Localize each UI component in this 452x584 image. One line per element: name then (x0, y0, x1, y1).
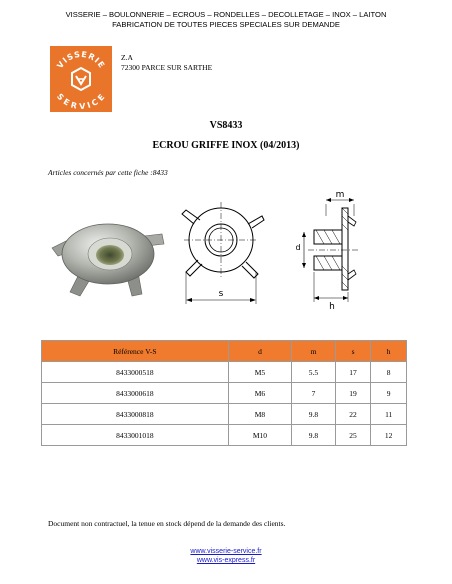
cell-s: 22 (335, 404, 371, 425)
table-row (42, 425, 407, 446)
cell-d: M10 (228, 425, 292, 446)
company-logo (50, 46, 112, 112)
side-view-drawing (290, 186, 370, 317)
link-visserie-service[interactable]: www.visserie-service.fr (190, 548, 262, 555)
cell-h: 11 (371, 404, 407, 425)
col-header-m: m (292, 341, 335, 362)
address-line-2: 72300 PARCE SUR SARTHE (121, 63, 213, 72)
cell-d: M8 (228, 404, 292, 425)
table-row (42, 362, 407, 383)
articles-note: Articles concernés par cette fiche :8433 (48, 168, 168, 177)
front-view-svg (176, 190, 276, 310)
cell-h: 12 (371, 425, 407, 446)
dimension-label-d: d (295, 243, 301, 252)
header-line-2: FABRICATION DE TOUTES PIECES SPECIALES SUR DEMANDE (112, 20, 340, 29)
side-view-svg (290, 186, 370, 312)
table-header-row (42, 341, 407, 362)
cell-m: 9.8 (292, 404, 335, 425)
col-header-d: d (228, 341, 292, 362)
cell-d: M5 (228, 362, 292, 383)
cell-reference: 8433000518 (42, 362, 229, 383)
tee-nut-photo (48, 200, 176, 304)
footer-note: Document non contractuel, la tenue en stock dépend de la demande des clients. (48, 519, 286, 528)
product-photo (48, 200, 176, 309)
table-row (42, 383, 407, 404)
cell-m: 9.8 (292, 425, 335, 446)
col-header-reference: Référence V-S (42, 341, 229, 362)
dimension-label-m: m (335, 190, 345, 200)
product-code: VS8433 (209, 120, 243, 131)
footer-links (0, 547, 452, 565)
cell-h: 9 (371, 383, 407, 404)
header-line-1: VISSERIE – BOULONNERIE – ECROUS – RONDELLES – DECOLLETAGE – INOX – LAITON (65, 10, 387, 19)
dimension-label-h: h (329, 302, 335, 312)
cell-s: 17 (335, 362, 371, 383)
cell-d: M6 (228, 383, 292, 404)
logo-graphic (50, 46, 112, 112)
cell-m: 5.5 (292, 362, 335, 383)
svg-text:SERVICE (55, 92, 107, 111)
table-row (42, 404, 407, 425)
address-line-1: Z.A (121, 53, 133, 62)
cell-h: 8 (371, 362, 407, 383)
logo-text-top: VISSERIE (55, 49, 107, 71)
cell-s: 19 (335, 383, 371, 404)
front-view-drawing (176, 190, 276, 315)
product-title: ECROU GRIFFE INOX (04/2013) (152, 140, 300, 151)
col-header-s: s (335, 341, 371, 362)
specs-table (41, 340, 407, 446)
cell-reference: 8433000818 (42, 404, 229, 425)
col-header-h: h (371, 341, 407, 362)
cell-s: 25 (335, 425, 371, 446)
logo-text-bottom: SERVICE (54, 91, 108, 112)
link-vis-express[interactable]: www.vis-express.fr (196, 557, 256, 564)
cell-m: 7 (292, 383, 335, 404)
dimension-label-s: s (218, 289, 224, 299)
cell-reference: 8433000618 (42, 383, 229, 404)
cell-reference: 8433001018 (42, 425, 229, 446)
